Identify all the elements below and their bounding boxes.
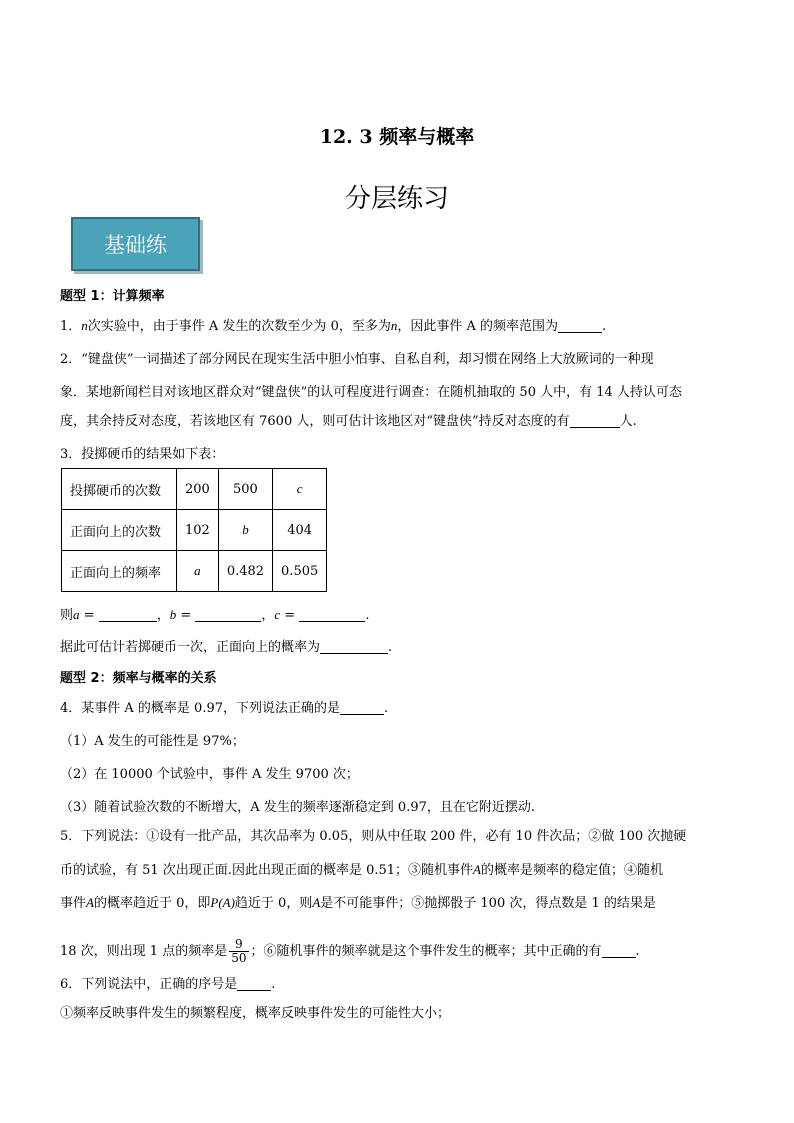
q4-stem-end: . [384,701,389,716]
q5-var-A: A [473,862,481,877]
q5-var-A: A [86,895,94,910]
q5-var-A: A [312,895,321,910]
q3-eq-c: = [280,608,300,623]
q3-answer-end: . [365,608,370,623]
table-row [62,551,327,592]
q3-var-b: b [169,607,177,622]
table-cell: c [273,469,327,510]
table-cell: 投掷硬币的次数 [62,469,177,510]
q3-estimate-blank [320,639,388,654]
q5-line-4-end: . [635,944,640,959]
q5-line-2-text-a: 币的试验，有 51 次出现正面.因此出现正面的概率是 0.51；③随机事件 [60,863,474,878]
q1-var-n2: n [390,318,398,333]
q5-fraction-numerator: 9 [229,938,248,952]
section-heading-type2: 题型 2：频率与概率的关系 [60,671,217,686]
q1-text-a: 次实验中，由于事件 A 发生的次数至少为 0，至多为 [87,319,391,334]
q2-answer-blank [570,413,620,428]
coin-toss-table [61,468,327,592]
question-4 [60,699,740,719]
table-cell: b [218,510,272,551]
q3-blank-b [195,607,261,622]
q6-answer-blank [237,976,271,991]
q5-line-2 [60,860,740,881]
table-cell: 500 [218,469,272,510]
table-cell: 200 [177,469,219,510]
q2-line-3-text: 度，其余持反对态度，若该地区有 7600 人，则可估计该地区对“键盘侠”持反对态度的有 [60,414,570,429]
section-heading-type1: 题型 1：计算频率 [60,289,165,304]
q4-option-3: （3）随着试验次数的不断增大，A 发生的频率逐渐稳定到 0.97，且在它附近摆动. [60,800,536,815]
q1-answer-blank [558,318,602,333]
q3-answer-line [60,605,740,626]
q1-text-b: ，因此事件 A 的频率范围为 [397,319,558,334]
q5-line-3-text-b: 的概率趋近于 0，即 [93,896,211,911]
q5-pa-expression: P(A) [210,895,235,910]
q3-estimate-text: 据此可估计若掷硬币一次，正面向上的概率为 [60,640,321,655]
q3-var-c: c [274,607,281,622]
q5-fraction [229,938,248,965]
q3-eq-b: = [176,608,196,623]
q5-line-3-text-d: 是不可能事件；⑤抛掷骰子 100 次，得点数是 1 的结果是 [320,896,656,911]
q2-line-1: 2．“键盘侠”一词描述了部分网民在现实生活中胆小怕事、自私自利，却习惯在网络上大放厥词的一种现 [60,352,654,367]
q5-line-2-text-b: 的概率是频率的稳定值；④随机 [480,863,663,878]
question-6 [60,975,740,995]
q2-line-2: 象．某地新闻栏目对该地区群众对“键盘侠”的认可程度进行调查：在随机抽取的 50 人中，有 14 人持认可态 [60,385,682,400]
q3-answer-prefix: 则 [60,608,74,623]
q2-line-3 [60,412,740,432]
q3-sep-2: ， [261,608,275,623]
q5-line-3 [60,893,740,914]
q6-stem: 6．下列说法中，正确的序号是 [60,977,238,992]
table-cell: 404 [273,510,327,551]
q4-stem: 4．某事件 A 的概率是 0.97，下列说法正确的是 [60,701,341,716]
q4-option-1: （1）A 发生的可能性是 97%； [60,734,245,749]
q5-line-4 [60,936,740,968]
table-cell: 正面向上的次数 [62,510,177,551]
q1-number: 1． [60,319,82,334]
q1-end: . [602,319,607,334]
q2-line-3-end: 人. [619,414,637,429]
table-cell: 102 [177,510,219,551]
table-cell: 正面向上的频率 [62,551,177,592]
q3-intro: 3．投掷硬币的结果如下表： [60,447,225,462]
q5-line-3-text-c: 趋近于 0，则 [234,896,313,911]
document-title: 12. 3 频率与概率 [319,126,475,148]
table-row [62,469,327,510]
table-cell: a [177,551,219,592]
q3-sep-1: ， [156,608,170,623]
q3-blank-c [299,607,365,622]
table-row [62,510,327,551]
table-cell: 0.482 [218,551,272,592]
q6-item-1: ①频率反映事件发生的频繁程度，概率反映事件发生的可能性大小； [60,1006,451,1021]
document-subtitle: 分层练习 [344,184,449,214]
level-badge: 基础练 [71,217,200,271]
q4-answer-blank [340,700,384,715]
q5-line-3-text-a: 事件 [60,896,87,911]
q4-option-2: （2）在 10000 个试验中，事件 A 发生 9700 次； [60,767,359,782]
q3-estimate-end: . [388,640,393,655]
q1-var-n: n [81,318,88,333]
question-1 [60,316,740,337]
q5-line-4-text-b: ；⑥随机事件的频率就是这个事件发生的概率；其中正确的有 [250,944,602,959]
q3-estimate [60,638,740,658]
q5-answer-blank [602,943,636,958]
q5-line-1: 5．下列说法：①设有一批产品，其次品率为 0.05，则从中任取 200 件，必有 10 件次品；②做 100 次抛硬 [60,829,687,844]
q3-var-a: a [73,607,80,622]
q6-stem-end: . [271,977,276,992]
q3-blank-a [99,607,157,622]
q5-fraction-denominator: 50 [231,951,247,965]
table-cell: 0.505 [273,551,327,592]
q3-eq-a: = [79,608,99,623]
q5-line-4-text-a: 18 次，则出现 1 点的频率是 [60,944,228,959]
